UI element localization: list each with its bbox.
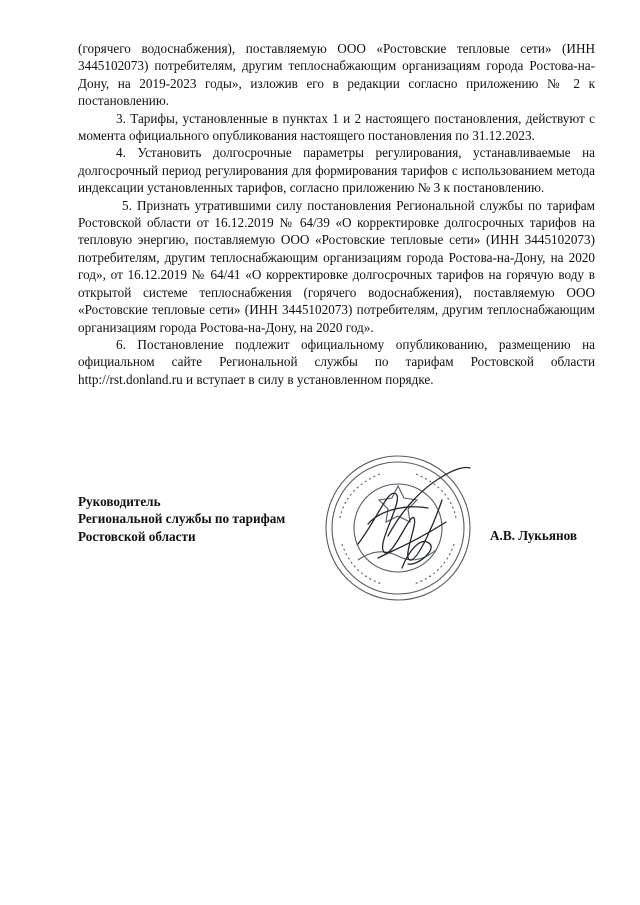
- document-body: [78, 40, 595, 388]
- signatory-title-line-2: Региональной службы по тарифам: [78, 511, 286, 527]
- paragraph-continuation: (горячего водоснабжения), поставляемую ООО «Ростовские тепловые сети» (ИНН 3445102073) потребителям, другим теплоснабжающим организациям города Ростова-на-Дону, на 2019-2023 годы», изложив его в редакции согласно приложению № 2 к постановлению.: [78, 41, 595, 109]
- signatory-title: [78, 493, 285, 545]
- paragraph-5: 5. Признать утратившими силу постановления Региональной службы по тарифам Ростовской области от 16.12.2019 № 64/39 «О корректировке долгосрочных тарифов на тепловую энергию, поставляемую ООО «Ростовские тепловые сети» (ИНН 3445102073) потребителям, другим теплоснабжающим организациям города Ростова-на-Дону, на 2020 год», от 16.12.2019 № 64/41 «О корректировке долгосрочных тарифов на горячую воду в открытой системе теплоснабжения (горячего водоснабжения), поставляемую ООО «Ростовские тепловые сети» (ИНН 3445102073) потребителям, другим теплоснабжающим организациям города Ростова-на-Дону, на 2020 год».: [78, 197, 595, 335]
- signatory-title-line-3: Ростовской области: [78, 528, 196, 544]
- signatory-name: А.В. Лукьянов: [490, 528, 577, 543]
- signatory-title-line-1: Руководитель: [78, 494, 161, 509]
- official-seal-with-signature: [318, 448, 478, 608]
- paragraph-4: 4. Установить долгосрочные параметры регулирования, устанавливаемые на долгосрочный период регулирования для формирования тарифов с использованием метода индексации установленных тарифов, согласно приложению № 3 к постановлению.: [78, 145, 595, 196]
- paragraph-6: 6. Постановление подлежит официальному опубликованию, размещению на официальном сайте Региональной службы по тарифам Ростовской области http://rst.donland.ru и вступает в силу в установленном порядке.: [78, 336, 595, 387]
- paragraph-3: 3. Тарифы, установленные в пунктах 1 и 2 настоящего постановления, действуют с момента официального опубликования настоящего постановления по 31.12.2023.: [78, 110, 595, 144]
